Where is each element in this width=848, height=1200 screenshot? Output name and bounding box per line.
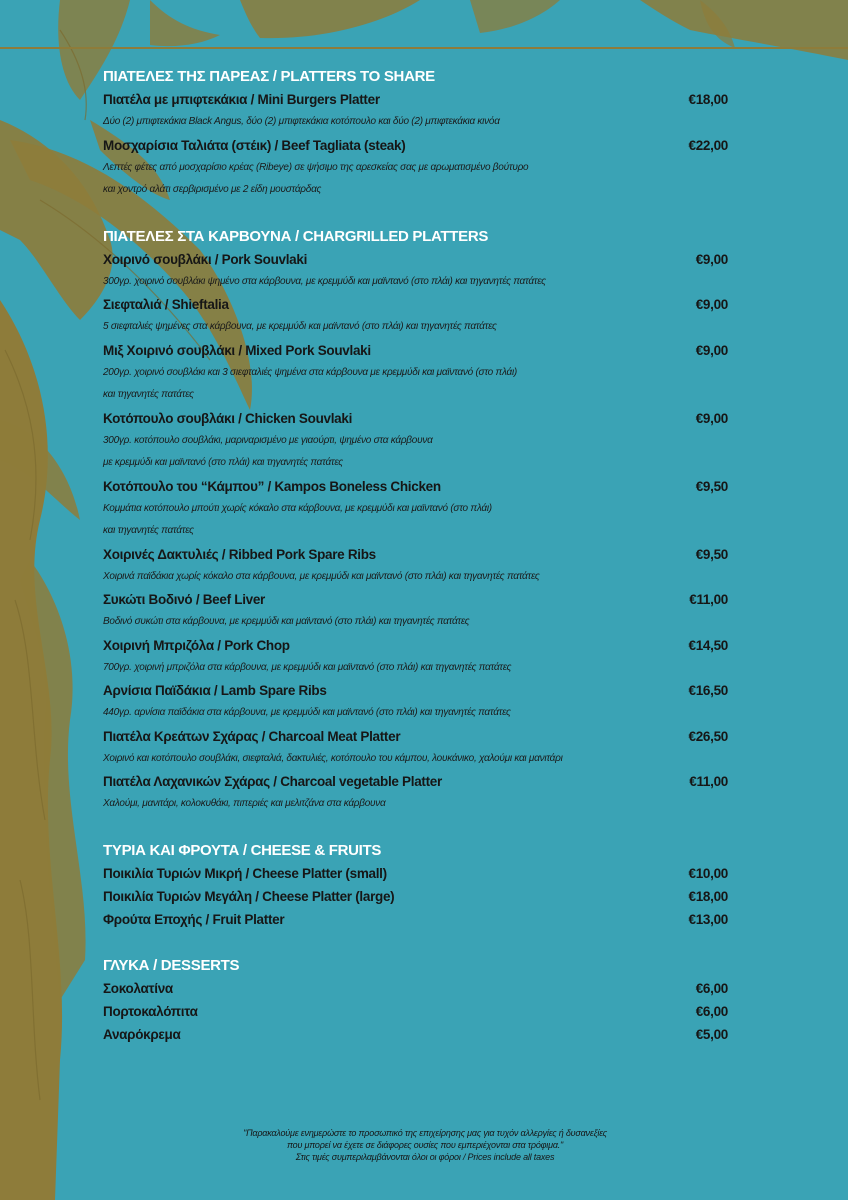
menu-item-name: Κοτόπουλο σουβλάκι / Chicken Souvlaki	[103, 410, 353, 426]
menu-item-name: Πιατέλα Λαχανικών Σχάρας / Charcoal vegetable Platter	[103, 774, 442, 789]
menu-item-name: Μιξ Χοιρινό σουβλάκι / Mixed Pork Souvlaki	[103, 342, 371, 358]
section-title: ΤΥΡΙΑ ΚΑΙ ΦΡΟΥΤΑ / CHEESE & FRUITS	[103, 841, 382, 859]
menu-item	[103, 679, 728, 702]
menu-item	[103, 725, 728, 748]
section-gap	[103, 202, 728, 226]
menu-item-description: Κομμάτια κοτόπουλο μπούτι χωρίς κόκαλο στα κάρβουνα, με κρεμμύδι και μαϊντανό (στο πλάι)	[103, 502, 492, 514]
menu-item-price: €18,00	[688, 92, 728, 107]
menu-item-description: Βοδινό συκώτι στα κάρβουνα, με κρεμμύδι και μαϊντανό (στο πλάι) και τηγανητές πατάτες	[103, 616, 470, 627]
menu-item-name: Σιεφταλιά / Shieftalia	[103, 297, 229, 312]
menu-item	[103, 293, 728, 316]
menu-item-name: Χοιρινές Δακτυλιές / Ribbed Pork Spare Ribs	[103, 546, 376, 562]
footer-allergy-line-1: "Παρακαλούμε ενημερώστε το προσωπικό της επιχείρησης μας για τυχόν αλλεργίες ή δυσανεξίες	[243, 1128, 607, 1138]
menu-item-name: Ποικιλία Τυριών Μεγάλη / Cheese Platter (large)	[103, 888, 395, 904]
section-title: ΓΛΥΚΑ / DESSERTS	[103, 956, 240, 974]
menu-item-description: 5 σιεφταλιές ψημένες στα κάρβουνα, με κρεμμύδι και μαϊντανό (στο πλάι) και τηγανητές πατάτες	[103, 321, 497, 332]
menu-item-description: Χοιρινά παϊδάκια χωρίς κόκαλο στα κάρβουνα, με κρεμμύδι και μαϊντανό (στο πλάι) και τηγανητές πατάτες	[103, 570, 540, 582]
menu-item	[103, 543, 728, 566]
menu-item	[103, 770, 728, 793]
menu-item-name: Πιατέλα με μπιφτεκάκια / Mini Burgers Platter	[103, 92, 380, 107]
menu-item-price: €9,00	[695, 410, 728, 426]
section-title: ΠΙΑΤΕΛΕΣ ΣΤΑ ΚΑΡΒΟΥΝΑ / CHARGRILLED PLATTERS	[103, 227, 489, 245]
menu-item-price: €26,50	[688, 728, 728, 744]
menu-item	[103, 1023, 728, 1046]
menu-item-price: €16,50	[688, 683, 728, 698]
menu-item	[103, 248, 728, 271]
menu-item-description: Δύο (2) μπιφτεκάκια Black Angus, δύο (2) μπιφτεκάκια κοτόπουλο και δύο (2) μπιφτεκάκια κινόα	[103, 116, 500, 127]
menu-item-description: και τηγανητές πατάτες	[103, 525, 194, 536]
menu-item-name: Πιατέλα Κρεάτων Σχάρας / Charcoal Meat Platter	[103, 728, 401, 744]
menu-item-description: με κρεμμύδι και μαϊντανό (στο πλάι) και τηγανητές πατάτες	[103, 457, 343, 468]
menu-item	[103, 339, 728, 362]
menu-item	[103, 1000, 728, 1023]
menu-item-name: Χοιρινή Μπριζόλα / Pork Chop	[103, 637, 290, 653]
menu-item	[103, 134, 728, 157]
menu-item-price: €9,00	[695, 251, 728, 267]
menu-item-price: €14,50	[688, 637, 728, 653]
menu-item-description: και χοντρό αλάτι σερβιρισμένο με 2 είδη μουστάρδας	[103, 184, 322, 195]
menu-item-description: Χοιρινό και κοτόπουλο σουβλάκι, σιεφταλιά, δακτυλιές, κοτόπουλο του κάμπου, λουκάνικο, χαλούμι και μανιτάρι	[103, 752, 563, 764]
menu-item	[103, 588, 728, 611]
menu-item-name: Χοιρινό σουβλάκι / Pork Souvlaki	[103, 251, 308, 267]
menu-item	[103, 475, 728, 498]
menu-item	[103, 885, 728, 908]
menu-item-description: και τηγανητές πατάτες	[103, 389, 194, 400]
footer-allergy-line-2: που μπορεί να έχετε σε διάφορες ουσίες που εμπεριέχονται στα τρόφιμα."	[286, 1140, 564, 1150]
menu-item-name: Μοσχαρίσια Ταλιάτα (στέικ) / Beef Tagliata (steak)	[103, 137, 406, 153]
menu-item-price: €13,00	[688, 911, 728, 927]
menu-item-name: Αναρόκρεμα	[103, 1026, 181, 1042]
menu-item-description: 700γρ. χοιρινή μπριζόλα στα κάρβουνα, με κρεμμύδι και μαϊντανό (στο πλάι) και τηγανητές πατάτες	[103, 661, 512, 673]
menu-content	[103, 66, 728, 1046]
menu-item-price: €9,00	[695, 297, 728, 312]
menu-item-description: Λεπτές φέτες από μοσχαρίσιο κρέας (Ribeye) σε ψήσιμο της αρεσκείας σας με αρωματισμένο βούτυρο	[103, 161, 529, 173]
menu-item-price: €10,00	[688, 865, 728, 881]
menu-item-price: €22,00	[688, 137, 728, 153]
menu-item	[103, 88, 728, 111]
footer-taxes-line: Στις τιμές συμπεριλαμβάνονται όλοι οι φόροι / Prices include all taxes	[295, 1152, 555, 1162]
menu-item-description: 300γρ. κοτόπουλο σουβλάκι, μαριναρισμένο με γιαούρτι, ψημένο στα κάρβουνα	[103, 434, 433, 446]
footer-notice	[190, 1127, 660, 1163]
menu-item-name: Ποικιλία Τυριών Μικρή / Cheese Platter (small)	[103, 865, 387, 881]
menu-item-price: €11,00	[689, 774, 728, 789]
menu-item-price: €5,00	[695, 1026, 728, 1042]
menu-item-price: €6,00	[695, 980, 728, 996]
top-divider-line	[0, 47, 848, 49]
menu-item	[103, 862, 728, 885]
section-gap	[103, 816, 728, 840]
menu-item-price: €11,00	[689, 592, 728, 607]
menu-item-price: €9,50	[695, 478, 728, 494]
menu-item-description: Χαλούμι, μανιτάρι, κολοκυθάκι, πιπεριές και μελιτζάνα στα κάρβουνα	[103, 798, 386, 809]
menu-item-price: €6,00	[695, 1003, 728, 1019]
menu-item-description: 300γρ. χοιρινό σουβλάκι ψημένο στα κάρβουνα, με κρεμμύδι και μαϊντανό (στο πλάι) και τηγανητές πατάτες	[103, 275, 546, 287]
menu-item-name: Αρνίσια Παϊδάκια / Lamb Spare Ribs	[103, 683, 327, 698]
section-gap	[103, 931, 728, 955]
menu-item-price: €18,00	[688, 888, 728, 904]
menu-item-description: 200γρ. χοιρινό σουβλάκι και 3 σιεφταλιές ψημένα στα κάρβουνα με κρεμμύδι και μαϊντανό (στο πλάι)	[103, 366, 517, 378]
menu-item	[103, 407, 728, 430]
section-title: ΠΙΑΤΕΛΕΣ ΤΗΣ ΠΑΡΕΑΣ / PLATTERS TO SHARE	[103, 68, 435, 85]
menu-item-name: Σοκολατίνα	[103, 980, 173, 996]
menu-item	[103, 634, 728, 657]
menu-item-name: Φρούτα Εποχής / Fruit Platter	[103, 911, 285, 927]
menu-item-price: €9,00	[695, 342, 728, 358]
menu-item-name: Πορτοκαλόπιτα	[103, 1003, 198, 1019]
menu-item	[103, 908, 728, 931]
menu-item-description: 440γρ. αρνίσια παϊδάκια στα κάρβουνα, με κρεμμύδι και μαϊντανό (στο πλάι) και τηγανητές πατάτες	[103, 707, 511, 718]
menu-item	[103, 977, 728, 1000]
menu-item-name: Συκώτι Βοδινό / Beef Liver	[103, 592, 266, 607]
menu-item-name: Κοτόπουλο του “Κάμπου” / Kampos Boneless Chicken	[103, 478, 441, 494]
menu-item-price: €9,50	[695, 546, 728, 562]
